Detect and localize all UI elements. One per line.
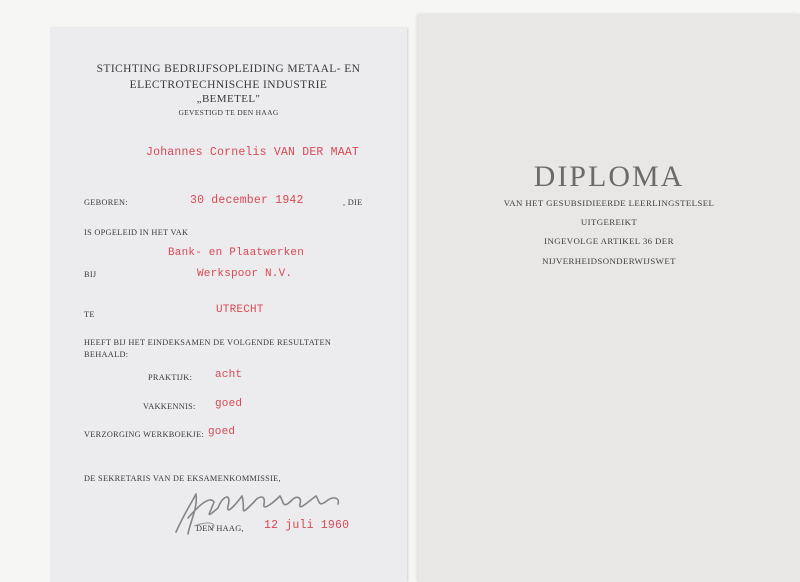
company-value: Werkspoor N.V. [197,268,293,280]
city-value: UTRECHT [216,304,264,316]
diploma-line-4: NIJVERHEIDSONDERWIJSWET [542,256,676,266]
header-line-3: „BEMETEL" [196,93,261,105]
knowledge-value: goed [215,398,243,410]
care-label: VERZORGING WERKBOEKJE: [84,430,205,439]
diploma-title: DIPLOMA [533,160,685,193]
knowledge-label: VAKKENNIS: [143,402,196,411]
header-line-2: ELECTROTECHNISCHE INDUSTRIE [129,79,328,91]
diploma-cover [418,14,800,582]
header-line-1: STICHTING BEDRIJFSOPLEIDING METAAL- EN [96,63,361,75]
diploma-line-3: INGEVOLGE ARTIKEL 36 DER [544,236,674,246]
student-name: Johannes Cornelis VAN DER MAAT [146,146,360,159]
diploma-line-1: VAN HET GESUBSIDIEERDE LEERLINGSTELSEL [503,198,715,208]
practice-label: PRAKTIJK: [148,373,193,382]
practice-value: acht [215,369,243,381]
care-value: goed [208,426,236,438]
city-label: TE [84,310,95,319]
result-line-1: HEEFT BIJ HET EINDEKSAMEN DE VOLGENDE RESULTATEN [84,338,332,347]
trade-value: Bank- en Plaatwerken [168,247,305,259]
secretary-label: DE SEKRETARIS VAN DE EKSAMENKOMMISSIE, [84,474,281,483]
place-label: DEN HAAG, [196,524,244,533]
header-line-4: GEVESTIGD TE DEN HAAG [178,108,279,117]
born-value: 30 december 1942 [190,194,304,207]
result-line-2: BEHAALD: [84,350,129,359]
born-label: GEBOREN: [84,198,128,207]
born-suffix: , DIE [343,198,363,207]
trained-label: IS OPGELEID IN HET VAK [84,228,189,237]
date-value: 12 juli 1960 [264,519,350,532]
diploma-line-2: UITGEREIKT [580,217,638,227]
at-label: BIJ [84,270,97,279]
certificate-sheet [50,28,407,582]
